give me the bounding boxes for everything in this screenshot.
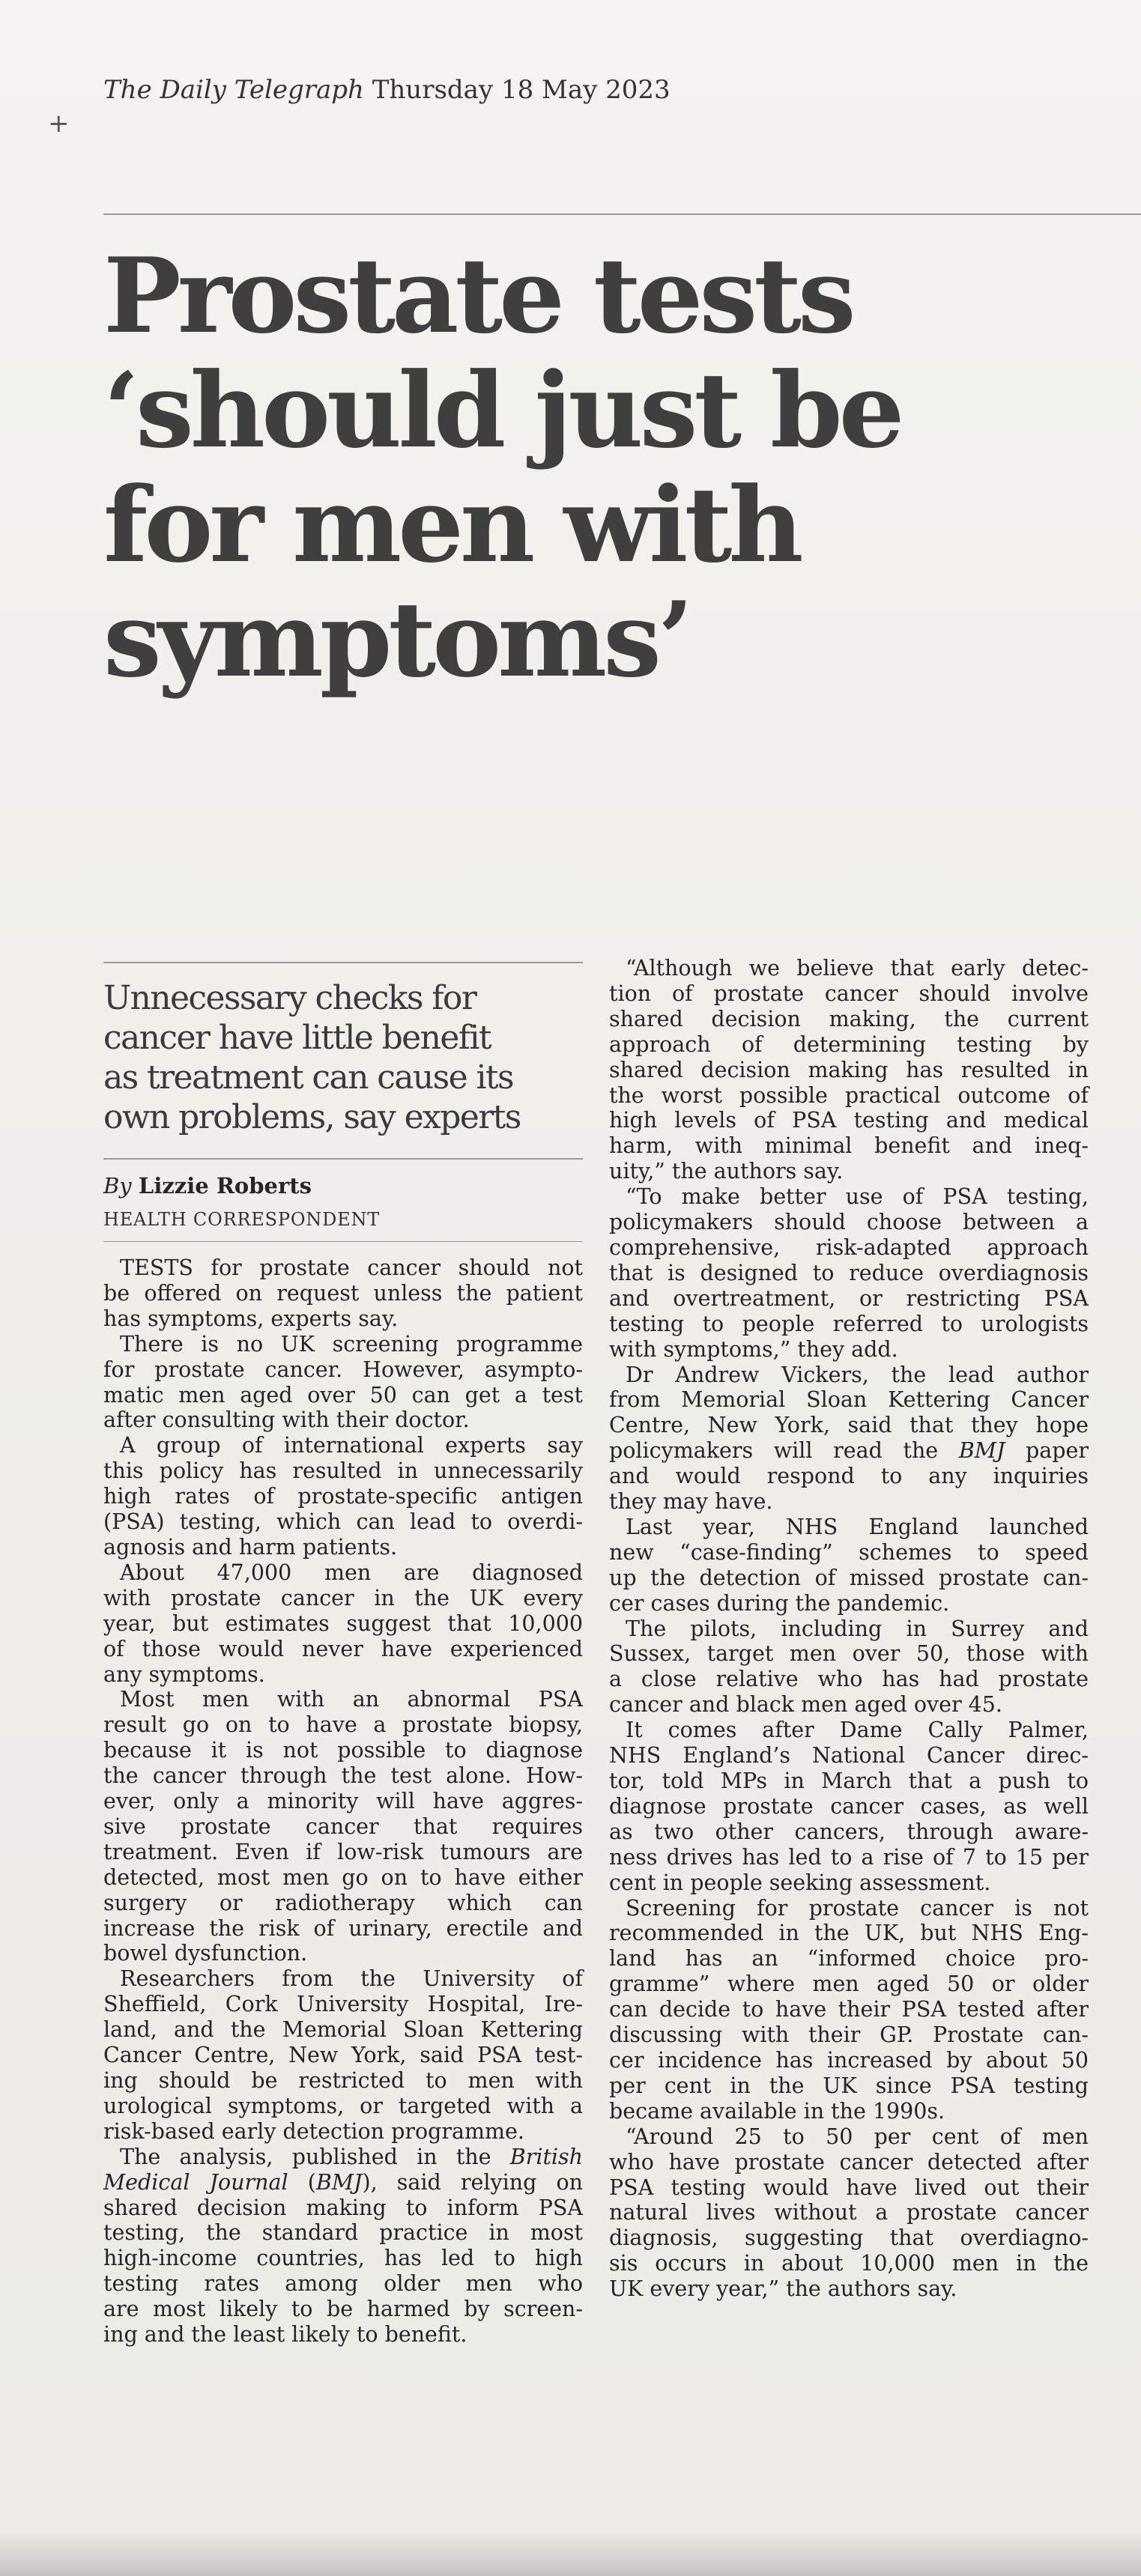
text-line: Last year, NHS England launched: [626, 1514, 1089, 1539]
article-paragraph: [103, 1560, 583, 1688]
text-line: ing and the least likely to benefit.: [103, 2322, 467, 2348]
text-line: harm, with minimal benefit and ineq-: [609, 1133, 1089, 1159]
text-line: cer cases during the pandemic.: [609, 1590, 950, 1616]
text-line: testing, the standard practice in most: [103, 2220, 583, 2246]
article-paragraph: [609, 1616, 1089, 1718]
masthead: [103, 75, 671, 105]
text-line: Sussex, target men over 50, those with: [609, 1641, 1089, 1667]
text-line: and overtreatment, or restricting PSA: [609, 1285, 1089, 1311]
text-line: discussing with their GP. Prostate can-: [609, 2022, 1089, 2048]
text-line: became available in the 1990s.: [609, 2098, 945, 2124]
text-line: Screening for prostate cancer is not: [626, 1895, 1089, 1921]
article-paragraph: [609, 2124, 1089, 2302]
text-line: The analysis, published in the British: [120, 2144, 583, 2169]
text-line: policymakers will read the BMJ paper: [609, 1438, 1089, 1464]
article-paragraph: [609, 1896, 1089, 2124]
text-line: who have prostate cancer detected after: [609, 2149, 1089, 2175]
text-line: high-income countries, has led to high: [103, 2246, 583, 2271]
author-role: HEALTH CORRESPONDENT: [103, 1209, 381, 1230]
text-line: land, and the Memorial Sloan Kettering: [103, 2017, 583, 2043]
text-line: risk-based early detection programme.: [103, 2118, 524, 2144]
text-line: they may have.: [609, 1489, 773, 1515]
article-paragraph: [103, 2145, 583, 2348]
text-line: with prostate cancer in the UK every: [103, 1585, 583, 1610]
headline-line: ‘should just be: [103, 349, 901, 471]
text-line: PSA testing would have lived out their: [609, 2175, 1089, 2200]
text-line: testing to people referred to urologists: [609, 1311, 1089, 1336]
text-line: has symptoms, experts say.: [103, 1306, 399, 1331]
text-line: per cent in the UK since PSA testing: [609, 2073, 1089, 2098]
text-line: gramme” where men aged 50 or older: [609, 1972, 1089, 1997]
article-paragraph: [609, 1515, 1089, 1616]
text-line: agnosis and harm patients.: [103, 1534, 398, 1560]
standfirst-rule-top: [103, 962, 583, 963]
text-line: this policy has resulted in unnecessarily: [103, 1458, 583, 1484]
text-line: diagnosis, suggesting that overdiagno-: [609, 2225, 1089, 2251]
text-line: high rates of prostate-specific antigen: [103, 1484, 583, 1509]
text-line: urological symptoms, or targeted with a: [103, 2093, 583, 2118]
text-line: from Memorial Sloan Kettering Cancer: [609, 1387, 1089, 1413]
standfirst-line: own problems, say experts: [103, 1098, 521, 1136]
text-line: as two other cancers, through aware-: [609, 1819, 1089, 1844]
text-line: after consulting with their doctor.: [103, 1407, 470, 1433]
headline-line: Prostate tests: [103, 234, 853, 357]
byline: [103, 1173, 312, 1198]
text-line: It comes after Dame Cally Palmer,: [626, 1718, 1089, 1743]
text-line: A group of international experts say: [120, 1433, 583, 1458]
article-column-left: [103, 1255, 583, 2348]
text-line: TESTS for prostate cancer should not: [120, 1255, 583, 1280]
text-line: ever, only a minority will have aggres-: [103, 1789, 583, 1814]
text-line: matic men aged over 50 can get a test: [103, 1382, 583, 1407]
headline-line: for men with: [103, 464, 800, 586]
text-line: for prostate cancer. However, asympto-: [103, 1357, 583, 1382]
text-line: diagnose prostate cancer cases, as well: [609, 1793, 1089, 1819]
text-line: that is designed to reduce overdiagnosis: [609, 1260, 1089, 1285]
text-line: testing rates among older men who: [103, 2271, 583, 2297]
standfirst-line: Unnecessary checks for: [103, 979, 476, 1017]
text-line: sis occurs in about 10,000 men in the: [609, 2251, 1089, 2276]
standfirst-line: cancer have little benefit: [103, 1019, 491, 1057]
standfirst-line: as treatment can cause its: [103, 1058, 513, 1097]
article-paragraph: [609, 1363, 1089, 1515]
registration-mark: +: [48, 109, 70, 139]
text-line: and would respond to any inquiries: [609, 1464, 1089, 1489]
text-line: of those would never have experienced: [103, 1636, 583, 1661]
text-line: cer incidence has increased by about 50: [609, 2047, 1089, 2073]
text-line: be offered on request unless the patient: [103, 1280, 583, 1306]
article-paragraph: [103, 1966, 583, 2144]
text-line: high levels of PSA testing and medical: [609, 1108, 1089, 1133]
text-line: the cancer through the test alone. How-: [103, 1763, 583, 1789]
text-line: year, but estimates suggest that 10,000: [103, 1610, 583, 1636]
byline-prefix: By: [103, 1173, 132, 1198]
text-line: Centre, New York, said that they hope: [609, 1413, 1089, 1438]
text-line: comprehensive, risk-adapted approach: [609, 1234, 1089, 1260]
text-line: UK every year,” the authors say.: [609, 2276, 957, 2302]
article-paragraph: [103, 1433, 583, 1560]
text-line: ing should be restricted to men with: [103, 2068, 583, 2093]
text-line: NHS England’s National Cancer direc-: [609, 1743, 1089, 1769]
byline-rule: [103, 1241, 583, 1242]
text-line: The pilots, including in Surrey and: [626, 1616, 1089, 1641]
text-line: with symptoms,” they add.: [609, 1336, 898, 1362]
text-line: sive prostate cancer that requires: [103, 1813, 583, 1839]
article-paragraph: [103, 1255, 583, 1332]
text-line: detected, most men go on to have either: [103, 1864, 583, 1890]
text-line: the worst possible practical outcome of: [609, 1082, 1089, 1108]
text-line: tor, told MPs in March that a push to: [609, 1769, 1089, 1793]
author-name: Lizzie Roberts: [138, 1173, 312, 1198]
text-line: Sheffield, Cork University Hospital, Ire-: [103, 1992, 583, 2017]
standfirst: [103, 978, 590, 1137]
text-line: natural lives without a prostate cancer: [609, 2200, 1089, 2225]
text-line: “Although we believe that early detec-: [626, 956, 1089, 981]
text-line: Dr Andrew Vickers, the lead author: [626, 1362, 1089, 1387]
masthead-rule: [103, 213, 1141, 215]
text-line: up the detection of missed prostate can-: [609, 1565, 1089, 1590]
text-line: About 47,000 men are diagnosed: [120, 1560, 583, 1585]
text-line: surgery or radiotherapy which can: [103, 1890, 583, 1915]
text-line: ness drives has led to a rise of 7 to 15 per: [609, 1844, 1089, 1870]
text-line: a close relative who has had prostate: [609, 1667, 1089, 1692]
page-edge-shadow: [0, 2531, 1141, 2576]
issue-date: Thursday 18 May 2023: [372, 75, 671, 105]
text-line: approach of determining testing by: [609, 1031, 1089, 1057]
paper-name: The Daily Telegraph: [103, 75, 364, 105]
article-column-right: [609, 956, 1089, 2302]
article-paragraph: [103, 1332, 583, 1434]
text-line: new “case-finding” schemes to speed: [609, 1539, 1089, 1565]
text-line: Most men with an abnormal PSA: [120, 1687, 583, 1712]
text-line: Medical Journal (BMJ), said relying on: [103, 2169, 583, 2195]
text-line: result go on to have a prostate biopsy,: [103, 1712, 583, 1738]
text-line: policymakers should choose between a: [609, 1210, 1089, 1235]
text-line: bowel dysfunction.: [103, 1941, 308, 1966]
headline: [103, 234, 1107, 700]
text-line: cancer and black men aged over 45.: [609, 1692, 1002, 1718]
text-line: can decide to have their PSA tested after: [609, 1997, 1089, 2022]
text-line: recommended in the UK, but NHS Eng-: [609, 1921, 1089, 1946]
text-line: land has an “informed choice pro-: [609, 1946, 1089, 1972]
text-line: uity,” the authors say.: [609, 1159, 844, 1184]
standfirst-rule-bottom: [103, 1158, 583, 1160]
text-line: “Around 25 to 50 per cent of men: [626, 2124, 1089, 2149]
text-line: cent in people seeking assessment.: [609, 1870, 991, 1895]
text-line: Researchers from the University of: [120, 1966, 583, 1992]
text-line: shared decision making, the current: [609, 1006, 1089, 1031]
text-line: treatment. Even if low-risk tumours are: [103, 1839, 583, 1864]
text-line: shared decision making has resulted in: [609, 1057, 1089, 1082]
text-line: “To make better use of PSA testing,: [626, 1184, 1089, 1210]
text-line: because it is not possible to diagnose: [103, 1738, 583, 1763]
headline-line: symptoms’: [103, 578, 690, 700]
text-line: Cancer Centre, New York, said PSA test-: [103, 2043, 583, 2068]
text-line: any symptoms.: [103, 1661, 265, 1687]
article-paragraph: [103, 1687, 583, 1966]
article-paragraph: [609, 1718, 1089, 1895]
text-line: tion of prostate cancer should involve: [609, 981, 1089, 1006]
article-paragraph: [609, 956, 1089, 1184]
text-line: are most likely to be harmed by screen-: [103, 2297, 583, 2322]
text-line: There is no UK screening programme: [120, 1331, 583, 1357]
text-line: increase the risk of urinary, erectile and: [103, 1915, 583, 1941]
article-paragraph: [609, 1184, 1089, 1362]
text-line: (PSA) testing, which can lead to overdi-: [103, 1509, 583, 1535]
text-line: shared decision making to inform PSA: [103, 2195, 583, 2220]
